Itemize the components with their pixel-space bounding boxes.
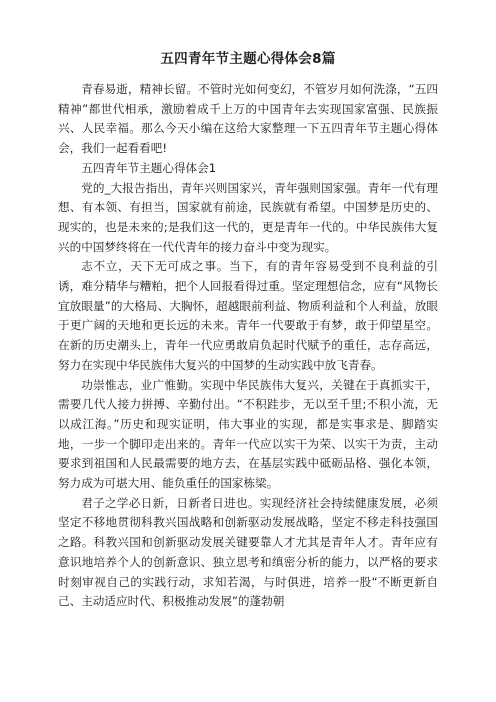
body-paragraph-1: 党的_大报告指出，青年兴则国家兴，青年强则国家强。青年一代有理想、有本领、有担当，国家就有前途，民族就有希望。中国梦是历史的、现实的，也是未来的;是我们这一代的，更是青年一代的。中华民族伟大复兴的中国梦终将在一代代青年的接力奋斗中变为现实。 [58,180,438,254]
intro-paragraph: 青春易逝，精神长留。不管时光如何变幻，不管岁月如何洗涤，“五四精神”都世代相承，激励着成千上万的中国青年去实现国家富强、民族振兴、人民幸福。那么今天小编在这给大家整理一下五四青年节主题心得体会，我们一起看看吧! [58,82,438,156]
document-title: 五四青年节主题心得体会8篇 [160,51,336,67]
body-paragraph-2: 志不立，天下无可成之事。当下，有的青年容易受到不良利益的引诱，难分精华与糟粕，把个人回报看得过重。坚定理想信念，应有“风物长宜放眼量”的大格局、大胸怀，超越眼前利益、物质利益和个人利益，放眼于更广阔的天地和更长远的未来。青年一代要敢于有梦，敢于仰望星空。在新的历史潮头上，青年一代应勇敢肩负起时代赋予的重任，志存高远，努力在实现中华民族伟大复兴的中国梦的生动实践中放飞青春。 [58,259,438,372]
body-paragraph-4: 君子之学必日新，日新者日进也。实现经济社会持续健康发展，必须坚定不移地贯彻科教兴国战略和创新驱动发展战略，坚定不移走科技强国之路。科教兴国和创新驱动发展关键要靠人才尤其是青年人才。青年应有意识地培养个人的创新意识、独立思考和缜密分析的能力，以严格的要求时刻审视自己的实践行动，求知若渴，与时俱进，培养一股“不断更新自己、主动适应时代、积极推动发展”的蓬勃朝 [58,495,438,609]
section-heading: 五四青年节主题心得体会1 [81,160,217,175]
body-paragraph-3: 功崇惟志，业广惟勤。实现中华民族伟大复兴，关键在于真抓实干，需要几代人接力拼搏、辛勤付出。“不积跬步，无以至千里;不积小流，无以成江海。”历史和现实证明，伟大事业的实现，都是实事求是、脚踏实地，一步一个脚印走出来的。青年一代应以实干为荣、以实干为责，主动要求到祖国和人民最需要的地方去，在基层实践中砥砺品格、强化本领，努力成为可堪大用、能负重任的国家栋梁。 [58,377,438,491]
